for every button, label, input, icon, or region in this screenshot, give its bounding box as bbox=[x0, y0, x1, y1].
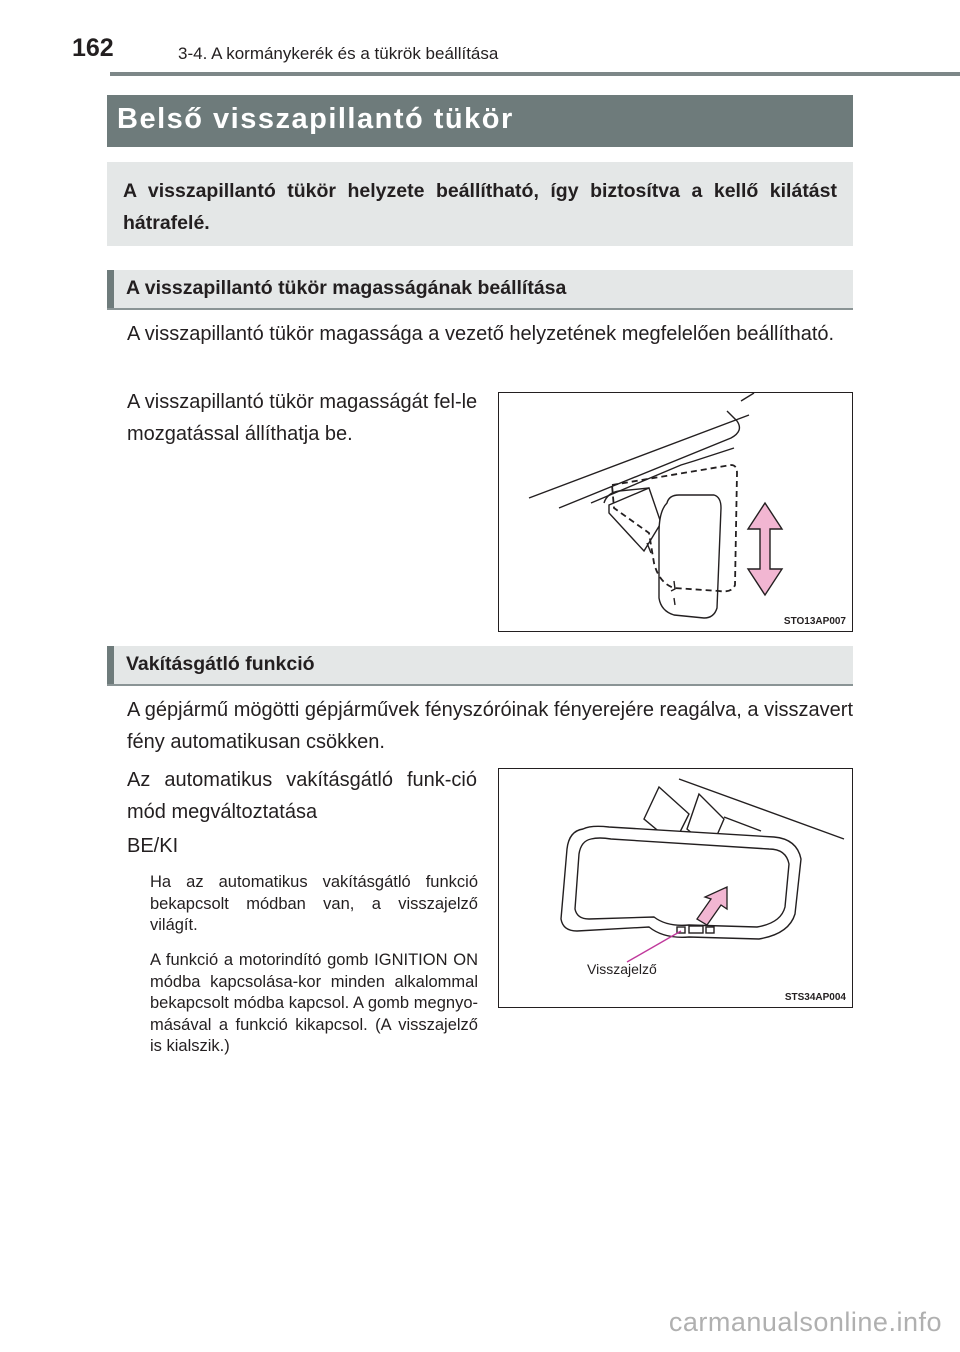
subheading-height-adjust-text: A visszapillantó tükör magasságának beállítása bbox=[126, 277, 567, 299]
header-rule bbox=[110, 72, 960, 76]
page-number: 162 bbox=[72, 34, 114, 62]
intro-box bbox=[107, 162, 853, 246]
antiglare-paragraph: A gépjármű mögötti gépjárművek fényszóróinak fényerejére reagálva, a visszavert fény automatikusan csökken. bbox=[127, 699, 853, 753]
subheading-antiglare bbox=[107, 646, 853, 686]
section-title-band bbox=[107, 95, 853, 147]
antiglare-mode-paragraph: Az automatikus vakításgátló funk-ció mód megváltoztatása bbox=[127, 769, 477, 823]
on-off-label: BE/KI bbox=[127, 835, 179, 857]
chapter-title: 3-4. A kormánykerék és a tükrök beállítása bbox=[178, 44, 499, 63]
figure-mirror-height bbox=[498, 392, 853, 632]
figure-antiglare-mirror bbox=[498, 768, 853, 1008]
figure-code-1: STO13AP007 bbox=[783, 616, 846, 627]
mirror-height-illustration bbox=[499, 393, 852, 631]
ignition-note: A funkció a motorindító gomb IGNITION ON módba kapcsolása-kor minden alkalommal bekapcsolt módba kapcsol. A gomb megnyo-másával a funkció kikapcsol. (A visszajelző is kialszik.) bbox=[150, 951, 478, 1055]
height-move-paragraph: A visszapillantó tükör magasságát fel-le mozgatással állíthatja be. bbox=[127, 391, 478, 445]
page-title: Belső visszapillantó tükör bbox=[117, 103, 514, 135]
figure-code-2: STS34AP004 bbox=[784, 992, 846, 1003]
height-adjust-paragraph: A visszapillantó tükör magassága a vezető helyzetének megfelelően beállítható. bbox=[127, 323, 835, 345]
antiglare-mirror-illustration bbox=[499, 769, 852, 1007]
watermark: carmanualsonline.info bbox=[668, 1307, 942, 1337]
intro-text: A visszapillantó tükör helyzete beállítható, így biztosítva a kellő kilátást hátrafelé. bbox=[123, 180, 837, 234]
indicator-note: Ha az automatikus vakításgátló funkció bekapcsolt módban van, a visszajelző világít. bbox=[150, 873, 478, 934]
subheading-antiglare-text: Vakításgátló funkció bbox=[126, 653, 315, 675]
indicator-label: Visszajelző bbox=[587, 961, 657, 977]
subheading-height-adjust bbox=[107, 270, 853, 310]
